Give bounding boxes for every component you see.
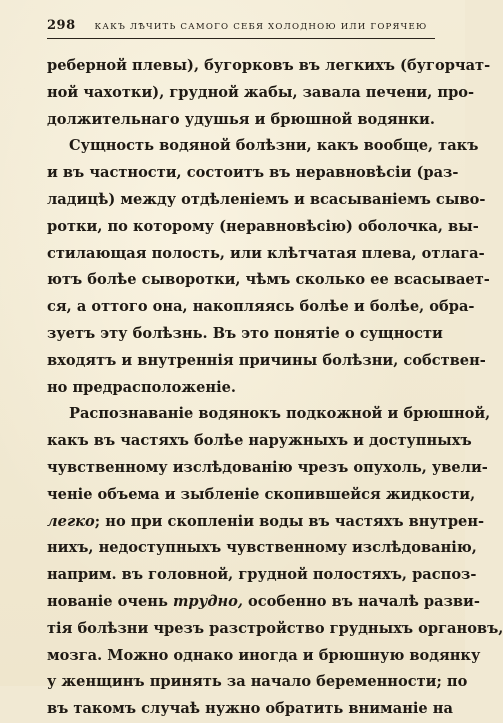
text-line: какъ въ частяхъ болѣе наружныхъ и доступныхъ	[47, 432, 472, 450]
text-line: ротки, по которому (неравновѣсію) оболочка, вы-	[47, 217, 479, 235]
text-line: Распознаваніе водянокъ подкожной и брюшной,	[69, 405, 491, 423]
text-line	[47, 589, 480, 616]
text-line: ладицѣ) между отдѣленіемъ и всасываніемъ сыво-	[47, 190, 486, 208]
text-line: нихъ, недоступныхъ чувственному изслѣдованію,	[47, 539, 477, 557]
text-line: ся, а оттого она, накопляясь болѣе и болѣе, обра-	[47, 298, 475, 316]
page-header	[47, 18, 435, 39]
text-line: тія болѣзни чрезъ разстройство грудныхъ органовъ,	[47, 619, 503, 637]
body-text	[47, 53, 503, 723]
text-run: нованіе очень	[47, 592, 173, 610]
text-line: мозга. Можно однако иногда и брюшную водянку	[47, 646, 481, 664]
text-line: ченіе объема и зыбленіе скопившейся жидкости,	[47, 485, 476, 503]
text-line: въ такомъ случаѣ нужно обратить вниманіе на	[47, 700, 453, 718]
text-line: наприм. въ головной, грудной полостяхъ, распоз-	[47, 566, 477, 584]
text-line: но предрасположеніе.	[47, 378, 236, 396]
text-line: входятъ и внутреннія причины болѣзни, собствен-	[47, 351, 486, 369]
text-line	[47, 509, 485, 536]
running-title: КАКЪ ЛѢЧИТЬ САМОГО СЕБЯ ХОЛОДНОЮ ИЛИ ГОРЯЧЕЮ	[94, 22, 428, 32]
text-line: реберной плевы), бугорковъ въ легкихъ (бугорчат-	[47, 57, 491, 74]
text-line: у женщинъ принять за начало беременности; по	[47, 673, 468, 691]
text-line: зуетъ эту болѣзнь. Въ это понятіе о сущности	[47, 324, 443, 342]
text-run: особенно въ началѣ разви-	[242, 592, 480, 610]
text-line: ютъ болѣе сыворотки, чѣмъ сколько ее всасывает-	[47, 271, 490, 289]
text-line: и въ частности, состоитъ въ неравновѣсіи (раз-	[47, 164, 459, 182]
emphasis-word: трудно,	[172, 592, 243, 610]
emphasis-word: легко	[47, 512, 95, 530]
text-line: Сущность водяной болѣзни, какъ вообще, такъ	[69, 137, 479, 155]
text-line: стилающая полость, или клѣтчатая плева, отлага-	[47, 244, 485, 262]
page-number: 298	[47, 18, 76, 33]
text-line: ной чахотки), грудной жабы, завала печени, про-	[47, 83, 475, 101]
text-line: чувственному изслѣдованію чрезъ опухоль, увели-	[47, 458, 488, 476]
text-line: должительнаго удушья и брюшной водянки.	[47, 110, 435, 128]
text-run: ; но при скопленіи воды въ частяхъ внутрен-	[94, 512, 485, 530]
